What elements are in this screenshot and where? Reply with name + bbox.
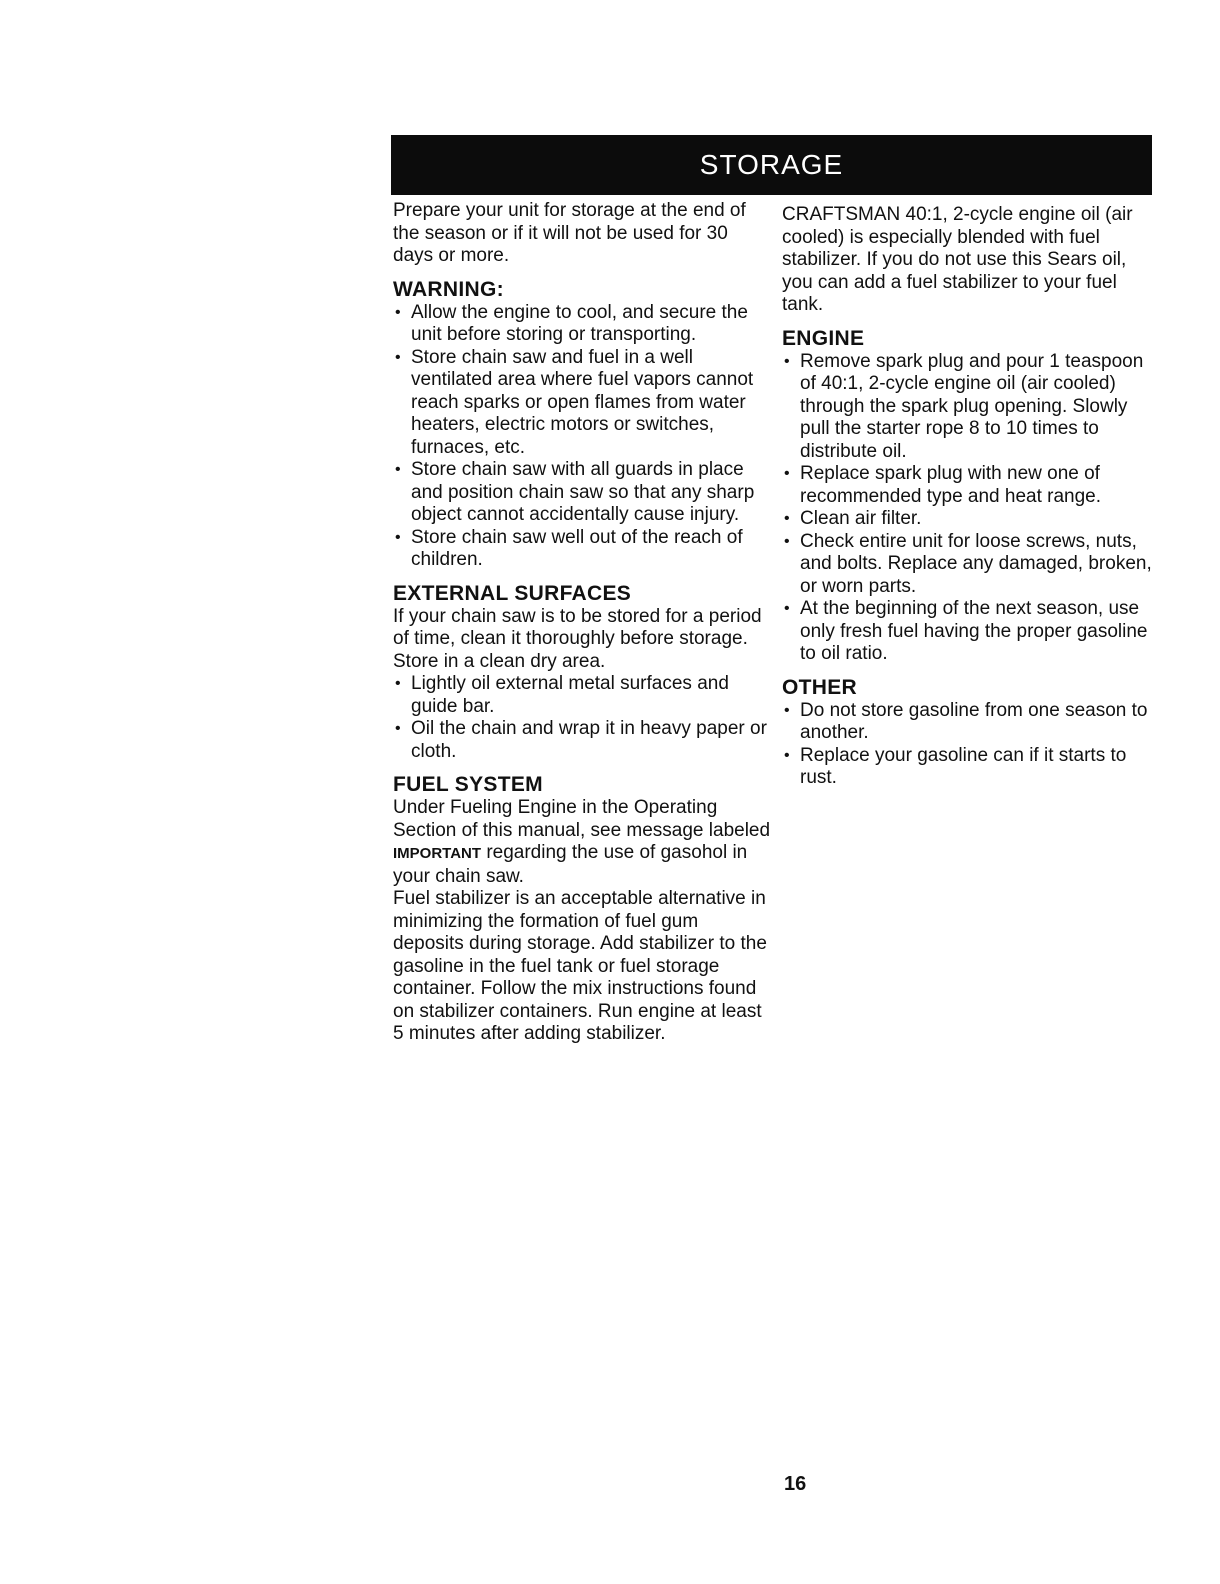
list-item: • Check entire unit for loose screws, nuts, and bolts. Replace any damaged, broken, or worn parts.: [782, 531, 1154, 599]
list-item: • Store chain saw with all guards in place and position chain saw so that any sharp object cannot accidentally cause injury.: [393, 459, 771, 527]
stabilizer-paragraph: Fuel stabilizer is an acceptable alternative in minimizing the formation of fuel gum deposits during storage. Add stabilizer to the gasoline in the fuel tank or fuel storage container. Follow the mix instructions found on stabilizer containers. Run engine at least 5 minutes after adding stabilizer.: [393, 888, 767, 1044]
craftsman-paragraph: CRAFTSMAN 40:1, 2-cycle engine oil (air cooled) is especially blended with fuel stabilizer. If you do not use this Sears oil, you can add a fuel stabilizer to your fuel tank.: [782, 204, 1133, 315]
other-list: [782, 700, 1154, 790]
list-item: • At the beginning of the next season, use only fresh fuel having the proper gasoline to oil ratio.: [782, 598, 1154, 666]
fuel-system-text-after: regarding the use of gasohol in your chain saw.: [393, 842, 748, 887]
list-item: • Store chain saw well out of the reach of children.: [393, 527, 771, 572]
list-item: • Oil the chain and wrap it in heavy paper or cloth.: [393, 718, 771, 763]
intro-paragraph: Prepare your unit for storage at the end of the season or if it will not be used for 30 days or more.: [393, 200, 746, 266]
external-surfaces-list: [393, 673, 771, 763]
engine-list: [782, 351, 1154, 666]
fuel-system-text-before: Under Fueling Engine in the Operating Section of this manual, see message labeled: [393, 797, 771, 841]
section-title: STORAGE: [699, 149, 844, 180]
left-column: [393, 200, 771, 1046]
list-item: • Store chain saw and fuel in a well ventilated area where fuel vapors cannot reach sparks or open flames from water heaters, electric motors or switches, furnaces, etc.: [393, 347, 771, 460]
fuel-system-heading: FUEL SYSTEM: [393, 773, 543, 796]
list-item: • Do not store gasoline from one season to another.: [782, 700, 1154, 745]
right-column: [782, 200, 1154, 790]
list-item: • Remove spark plug and pour 1 teaspoon of 40:1, 2-cycle engine oil (air cooled) through the spark plug opening. Slowly pull the starter rope 8 to 10 times to distribute oil.: [782, 351, 1154, 464]
other-heading: OTHER: [782, 675, 857, 699]
list-item: • Lightly oil external metal surfaces and guide bar.: [393, 673, 771, 718]
engine-heading: ENGINE: [782, 326, 865, 350]
section-header-banner: [391, 135, 1152, 195]
important-label: IMPORTANT: [393, 845, 482, 862]
warning-heading: WARNING:: [393, 277, 504, 301]
list-item: • Replace your gasoline can if it starts to rust.: [782, 745, 1154, 790]
list-item: • Clean air filter.: [782, 508, 1154, 531]
warning-list: [393, 302, 771, 572]
external-surfaces-heading: EXTERNAL SURFACES: [393, 581, 632, 605]
external-surfaces-text: If your chain saw is to be stored for a period of time, clean it thoroughly before storage. Store in a clean dry area.: [393, 605, 762, 672]
list-item: • Replace spark plug with new one of recommended type and heat range.: [782, 463, 1154, 508]
fuel-system-text: [393, 797, 771, 888]
page-number: 16: [784, 1473, 807, 1495]
list-item: • Allow the engine to cool, and secure the unit before storing or transporting.: [393, 302, 771, 347]
